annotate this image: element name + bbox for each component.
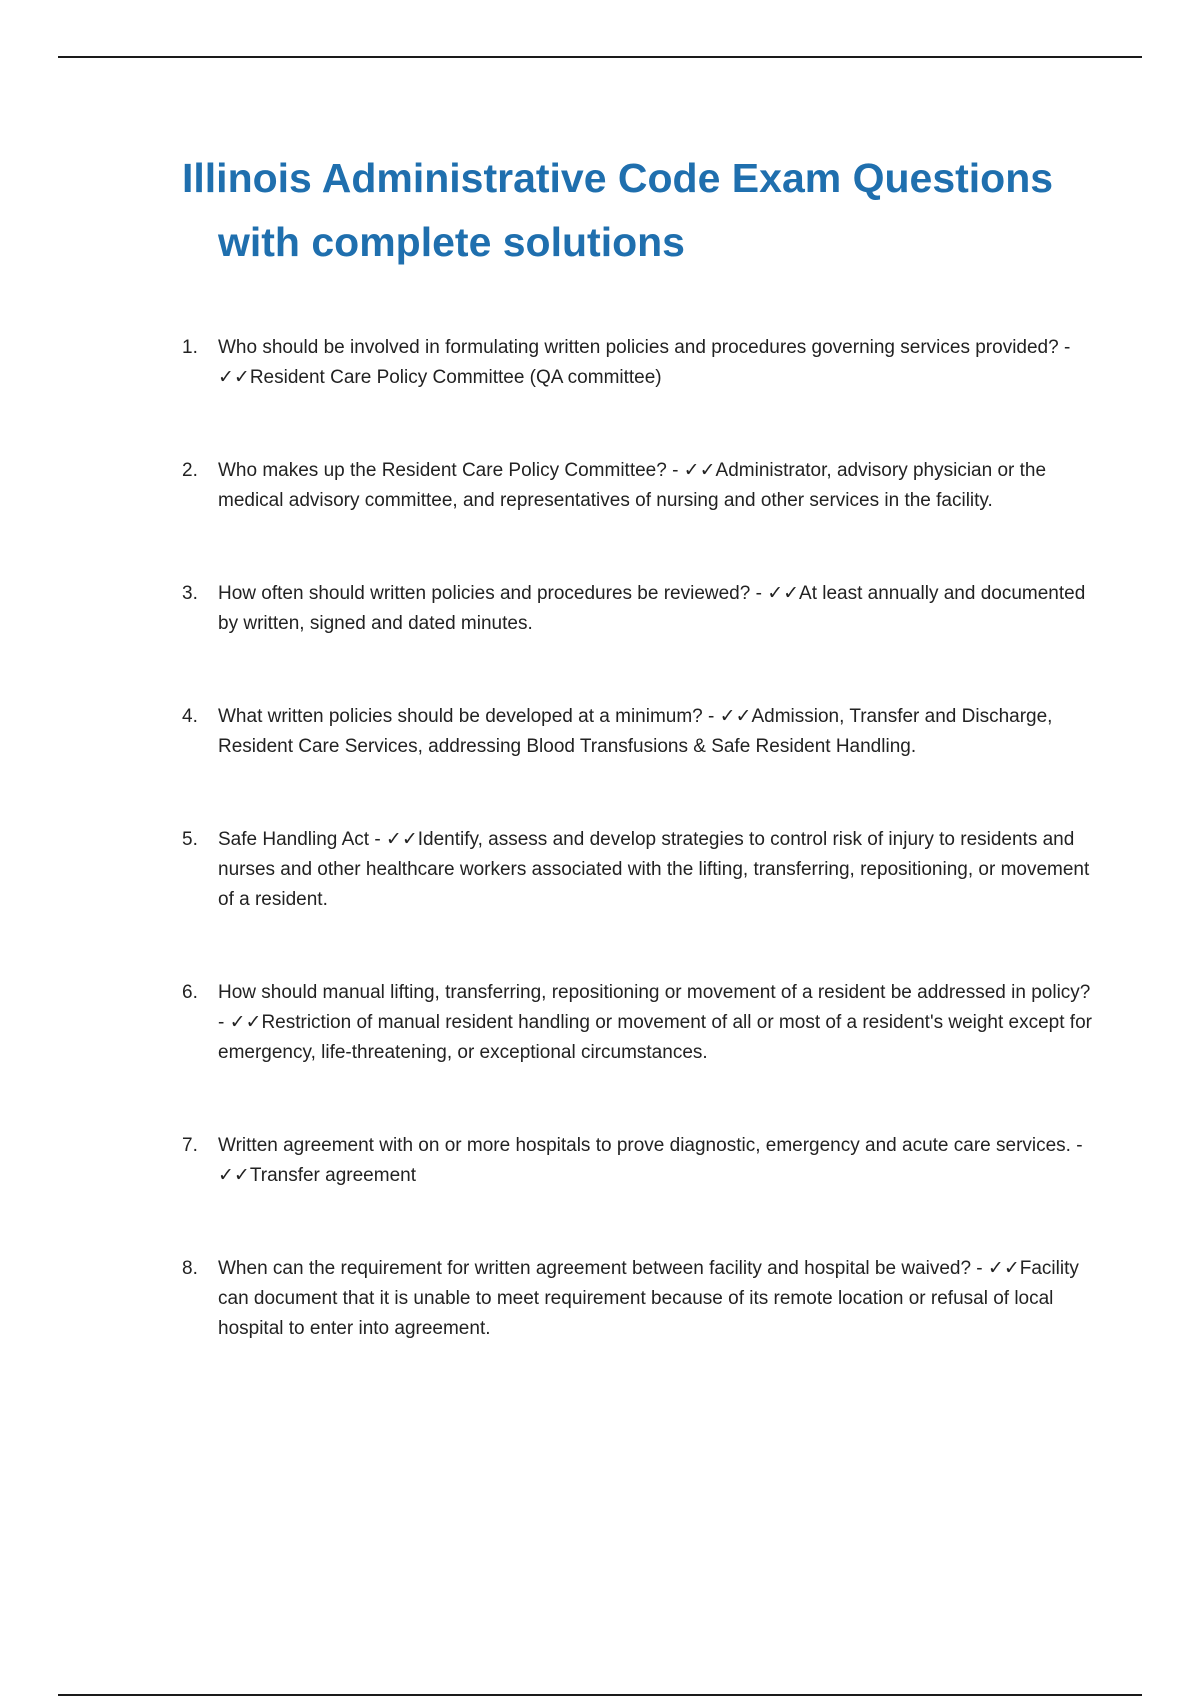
- question-item-4: [182, 702, 1092, 762]
- question-item-5: [182, 825, 1092, 915]
- question-text: Written agreement with on or more hospitals to prove diagnostic, emergency and acute care services. - ✓✓Transfer agreement: [218, 1135, 1083, 1186]
- question-number: 6.: [182, 982, 198, 1003]
- question-number: 2.: [182, 460, 198, 481]
- question-number: 4.: [182, 706, 198, 727]
- question-item-7: [182, 1131, 1092, 1191]
- question-text: How should manual lifting, transferring, repositioning or movement of a resident be addressed in policy? - ✓✓Restriction of manual resident handling or movement of all or most of a resident's weight except for emergency, life-threatening, or exceptional circumstances.: [218, 982, 1092, 1063]
- question-item-3: [182, 579, 1092, 639]
- question-text: When can the requirement for written agreement between facility and hospital be waived? - ✓✓Facility can document that it is unable to meet requirement because of its remote location or refusal of local hospital to enter into agreement.: [218, 1258, 1079, 1339]
- question-text: Who makes up the Resident Care Policy Committee? - ✓✓Administrator, advisory physician or the medical advisory committee, and representatives of nursing and other services in the facility.: [218, 460, 1047, 511]
- question-item-2: [182, 456, 1092, 516]
- question-number: 3.: [182, 583, 198, 604]
- question-text: Safe Handling Act - ✓✓Identify, assess and develop strategies to control risk of injury to residents and nurses and other healthcare workers associated with the lifting, transferring, repositioning, or movement of a resident.: [218, 829, 1090, 910]
- question-item-1: [182, 333, 1092, 393]
- title-line-2: with complete solutions: [218, 219, 685, 265]
- question-list: [182, 333, 1092, 1407]
- question-item-6: [182, 978, 1092, 1068]
- question-number: 7.: [182, 1135, 198, 1156]
- footer-rule: [58, 1694, 1142, 1696]
- question-item-8: [182, 1254, 1092, 1344]
- question-number: 5.: [182, 829, 198, 850]
- question-text: How often should written policies and procedures be reviewed? - ✓✓At least annually and documented by written, signed and dated minutes.: [218, 583, 1086, 634]
- question-text: Who should be involved in formulating written policies and procedures governing services provided? - ✓✓Resident Care Policy Committee (QA committee): [218, 337, 1071, 388]
- document-title: [182, 146, 1112, 274]
- question-number: 1.: [182, 337, 198, 358]
- header-rule: [58, 56, 1142, 58]
- question-text: What written policies should be developed at a minimum? - ✓✓Admission, Transfer and Discharge, Resident Care Services, addressing Blood Transfusions & Safe Resident Handling.: [218, 706, 1053, 757]
- title-line-1: Illinois Administrative Code Exam Questions: [182, 155, 1054, 201]
- question-number: 8.: [182, 1258, 198, 1279]
